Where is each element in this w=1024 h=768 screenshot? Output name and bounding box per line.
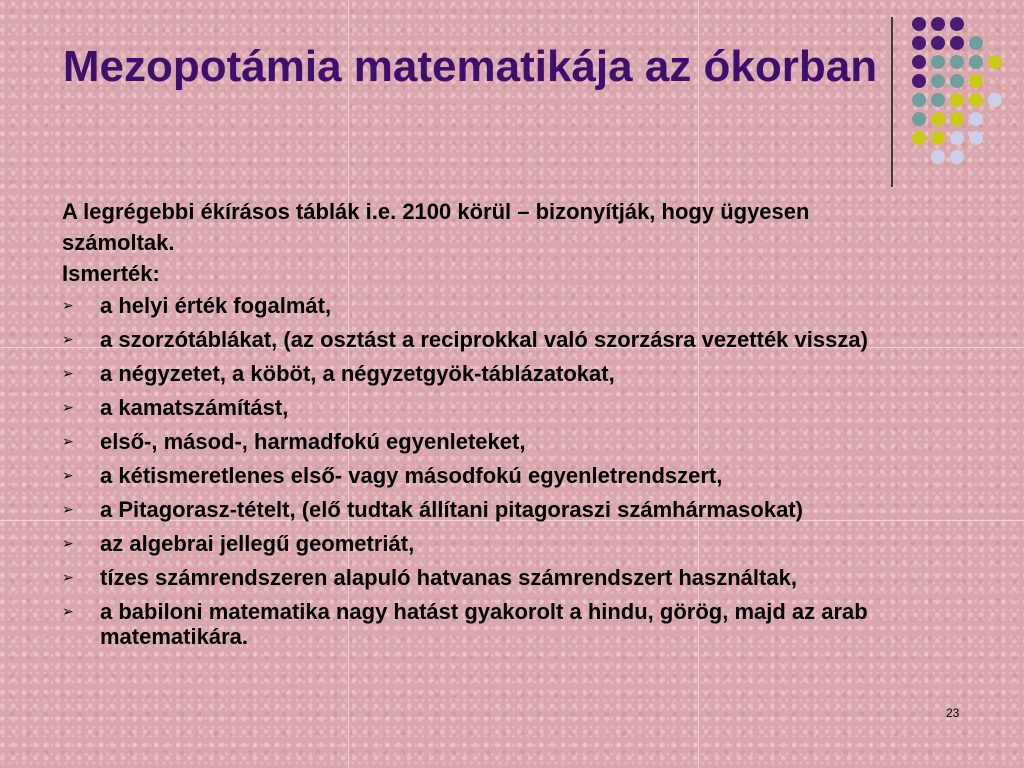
slide-body: [62, 196, 922, 658]
arrow-bullet-icon: ➢: [62, 331, 74, 347]
decorative-dot: [969, 131, 983, 145]
title-divider: [891, 17, 893, 187]
page-number: 23: [946, 706, 960, 720]
arrow-bullet-icon: ➢: [62, 569, 74, 585]
arrow-bullet-icon: ➢: [62, 603, 74, 619]
bullet-text: a Pitagorasz-tételt, (elő tudtak állítani pitagoraszi számhármasokat): [100, 497, 803, 522]
decorative-dot: [969, 36, 983, 50]
bullet-text: első-, másod-, harmadfokú egyenleteket,: [100, 429, 526, 454]
bullet-text: a kétismeretlenes első- vagy másodfokú egyenletrendszert,: [100, 463, 723, 488]
arrow-bullet-icon: ➢: [62, 433, 74, 449]
decorative-dot: [950, 93, 964, 107]
bullet-text: a helyi érték fogalmát,: [100, 293, 332, 318]
decorative-dot: [950, 112, 964, 126]
bullet-item: [62, 361, 922, 386]
decorative-dot: [912, 74, 926, 88]
decorative-dot: [950, 17, 964, 31]
decorative-dot: [912, 93, 926, 107]
decorative-dot: [931, 93, 945, 107]
arrow-bullet-icon: ➢: [62, 399, 74, 415]
bullet-item: [62, 531, 922, 556]
arrow-bullet-icon: ➢: [62, 535, 74, 551]
bullet-item: [62, 565, 922, 590]
decorative-dot: [931, 36, 945, 50]
bullet-text: a négyzetet, a köböt, a négyzetgyök-táblázatokat,: [100, 361, 615, 386]
decorative-dot: [912, 55, 926, 69]
bullet-item: [62, 293, 922, 318]
decorative-dot: [931, 131, 945, 145]
bullet-text: a babiloni matematika nagy hatást gyakorolt a hindu, görög, majd az arab matematikára.: [100, 599, 868, 649]
decorative-dot: [988, 93, 1002, 107]
decorative-dot: [931, 55, 945, 69]
bullet-text: az algebrai jellegű geometriát,: [100, 531, 415, 556]
arrow-bullet-icon: ➢: [62, 467, 74, 483]
decorative-dot: [969, 112, 983, 126]
bullet-text: tízes számrendszeren alapuló hatvanas számrendszert használtak,: [100, 565, 797, 590]
bullet-text: a szorzótáblákat, (az osztást a reciprokkal való szorzásra vezették vissza): [100, 327, 868, 352]
decorative-dot: [912, 112, 926, 126]
decorative-dot: [950, 55, 964, 69]
decorative-dot: [912, 17, 926, 31]
bullet-item: [62, 599, 922, 649]
decorative-dot: [931, 112, 945, 126]
bullet-item: [62, 429, 922, 454]
intro-text: A legrégebbi ékírásos táblák i.e. 2100 körül – bizonyítják, hogy ügyesen számoltak.: [62, 199, 810, 255]
decorative-dot: [969, 74, 983, 88]
decorative-dot: [950, 131, 964, 145]
bullet-item: [62, 327, 922, 352]
slide-title: Mezopotámia matematikája az ókorban: [62, 42, 878, 91]
bullet-item: [62, 497, 922, 522]
decorative-dot: [912, 36, 926, 50]
decorative-dot: [988, 55, 1002, 69]
decorative-dot: [969, 93, 983, 107]
bullet-item: [62, 395, 922, 420]
decorative-dot: [931, 150, 945, 164]
bullet-list: [62, 293, 922, 649]
arrow-bullet-icon: ➢: [62, 297, 74, 313]
bullet-item: [62, 463, 922, 488]
decorative-dot: [950, 150, 964, 164]
arrow-bullet-icon: ➢: [62, 501, 74, 517]
decorative-dot: [969, 55, 983, 69]
bullet-text: a kamatszámítást,: [100, 395, 289, 420]
decorative-dot: [912, 131, 926, 145]
arrow-bullet-icon: ➢: [62, 365, 74, 381]
decorative-dot: [950, 36, 964, 50]
decorative-dot: [931, 17, 945, 31]
decorative-dot: [931, 74, 945, 88]
lead-text: Ismerték:: [62, 261, 160, 286]
decorative-dot: [950, 74, 964, 88]
